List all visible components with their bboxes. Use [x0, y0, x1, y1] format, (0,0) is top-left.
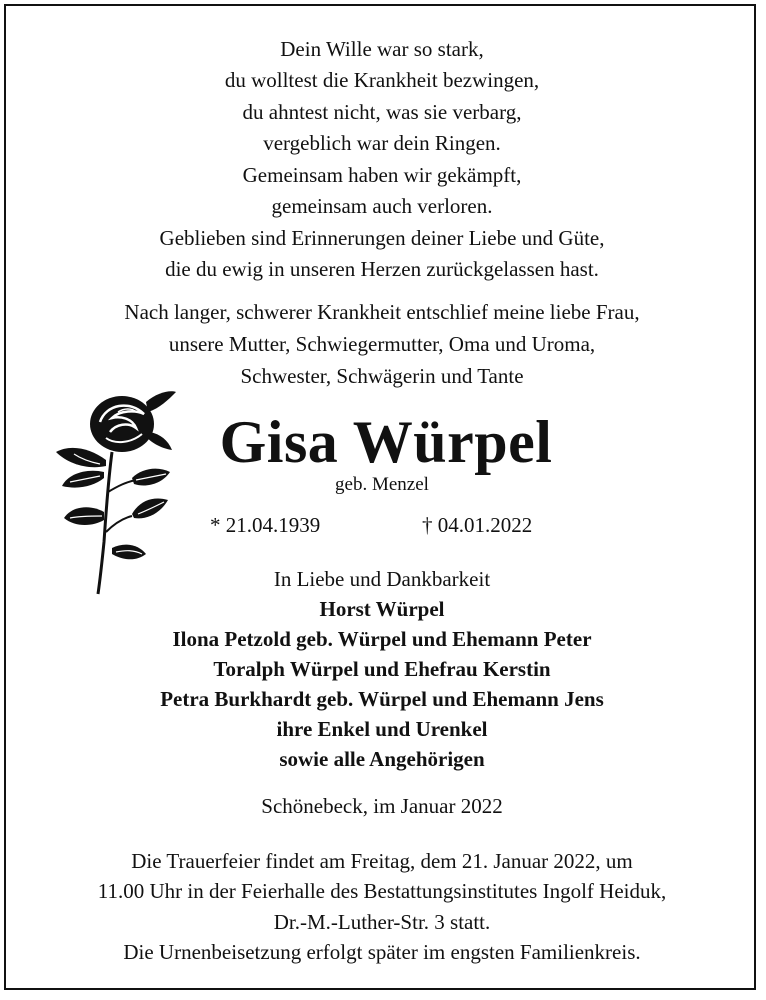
mourner: Horst Würpel — [319, 597, 445, 621]
funeral-info-line: Die Trauerfeier findet am Freitag, dem 21. Januar 2022, um — [131, 849, 633, 873]
poem-line: du wolltest die Krankheit bezwingen, — [224, 68, 540, 92]
birth-date: * 21.04.1939 — [210, 513, 321, 537]
mourner: sowie alle Angehörigen — [279, 747, 485, 771]
thanks-line: In Liebe und Dankbarkeit — [273, 567, 491, 591]
mourner: Petra Burkhardt geb. Würpel und Ehemann Jens — [160, 687, 604, 711]
poem-line: gemeinsam auch verloren. — [271, 194, 493, 218]
poem-line: Geblieben sind Erinnerungen deiner Liebe und Güte, — [159, 226, 605, 250]
poem-line: die du ewig in unseren Herzen zurückgelassen hast. — [165, 257, 599, 281]
poem-line: du ahntest nicht, was sie verbarg, — [242, 100, 522, 124]
announcement-line: unsere Mutter, Schwiegermutter, Oma und Uroma, — [168, 332, 596, 356]
poem-line: Dein Wille war so stark, — [280, 37, 484, 61]
mourner: Ilona Petzold geb. Würpel und Ehemann Peter — [172, 627, 592, 651]
announcement-line: Nach langer, schwerer Krankheit entschlief meine liebe Frau, — [124, 300, 640, 324]
funeral-info-line: 11.00 Uhr in der Feierhalle des Bestattungsinstitutes Ingolf Heiduk, — [97, 879, 667, 903]
funeral-info-line: Dr.-M.-Luther-Str. 3 statt. — [273, 910, 491, 934]
death-date: † 04.01.2022 — [422, 513, 533, 537]
place-date: Schönebeck, im Januar 2022 — [261, 794, 503, 818]
mourner: ihre Enkel und Urenkel — [276, 717, 488, 741]
maiden-name: geb. Menzel — [335, 474, 429, 495]
poem-line: Gemeinsam haben wir gekämpft, — [242, 163, 522, 187]
announcement-line: Schwester, Schwägerin und Tante — [240, 364, 524, 388]
poem-line: vergeblich war dein Ringen. — [263, 131, 501, 155]
funeral-info-line: Die Urnenbeisetzung erfolgt später im engsten Familienkreis. — [123, 940, 641, 964]
deceased-name: Gisa Würpel — [219, 409, 553, 475]
mourner: Toralph Würpel und Ehefrau Kerstin — [213, 657, 551, 681]
obituary-notice — [4, 4, 756, 990]
